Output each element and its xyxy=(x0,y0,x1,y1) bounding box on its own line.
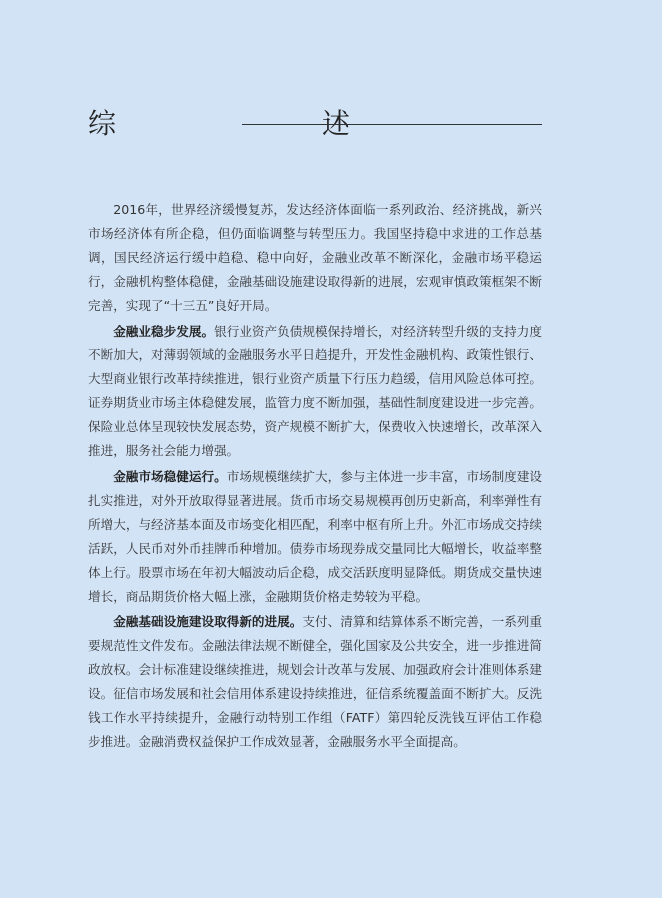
paragraph-text: 银行业资产负债规模保持增长，对经济转型升级的支持力度不断加大，对薄弱领域的金融服务水平日趋提升，开发性金融机构、政策性银行、大型商业银行改革持续推进，银行业资产质量下行压力趋缓，信用风险总体可控。证券期货业市场主体稳健发展，监管力度不断加强，基础性制度建设进一步完善。保险业总体呈现较快发展态势，资产规模不断扩大，保费收入快速增长，改革深入推进，服务社会能力增强。 xyxy=(88,323,543,459)
paragraph-financial-infrastructure xyxy=(88,610,542,753)
title-rule xyxy=(242,124,542,125)
heading-row xyxy=(88,104,542,144)
paragraph-text: 支付、清算和结算体系不断完善，一系列重要规范性文件发布。金融法律法规不断健全，强化国家及公共安全，进一步推进简政放权。会计标准建设继续推进，规划会计改革与发展、加强政府会计准则体系建设。征信市场发展和社会信用体系建设持续推进，征信系统覆盖面不断扩大。反洗钱工作水平持续提升，金融行动特别工作组（FATF）第四轮反洗钱互评估工作稳步推进。金融消费权益保护工作成效显著，金融服务水平全面提高。 xyxy=(88,614,543,749)
paragraph-lead: 金融基础设施建设取得新的进展。 xyxy=(113,614,303,630)
page-title: 综 述 xyxy=(88,107,401,140)
paragraph-lead: 金融业稳步发展。 xyxy=(113,323,215,339)
paragraph-intro xyxy=(88,198,542,318)
paragraph-financial-markets xyxy=(88,465,542,608)
paragraph-text: 市场规模继续扩大，参与主体进一步丰富，市场制度建设扎实推进，对外开放取得显著进展。货币市场交易规模再创历史新高，利率弹性有所增大，与经济基本面及市场变化相匹配，利率中枢有所上升。外汇市场成交持续活跃，人民币对外币挂牌币种增加。债券市场现券成交量同比大幅增长，收益率整体上行。股票市场在年初大幅波动后企稳，成交活跃度明显降低。期货成交量快速增长，商品期货价格大幅上涨，金融期货价格走势较为平稳。 xyxy=(88,468,543,604)
paragraph-financial-industry xyxy=(88,320,542,463)
paragraph-lead: 金融市场稳健运行。 xyxy=(113,468,227,484)
body-text xyxy=(88,198,542,756)
paragraph-text: 2016年，世界经济缓慢复苏，发达经济体面临一系列政治、经济挑战，新兴市场经济体有所企稳，但仍面临调整与转型压力。我国坚持稳中求进的工作总基调，国民经济运行缓中趋稳、稳中向好，金融业改革不断深化，金融市场平稳运行，金融机构整体稳健，金融基础设施建设取得新的进展，宏观审慎政策框架不断完善，实现了“十三五”良好开局。 xyxy=(88,202,542,313)
